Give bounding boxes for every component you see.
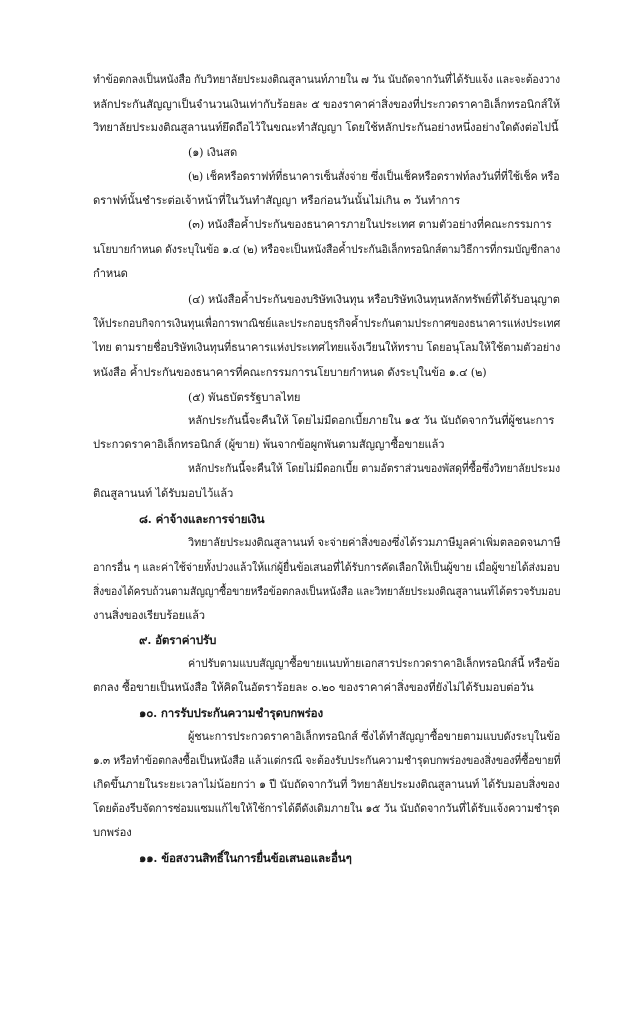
text-line: (๑) เงินสด: [188, 146, 238, 159]
text-line: (๒) เช็คหรือดราฟท์ที่ธนาคารเซ็นสั่งจ่าย ซึ่งเป็นเช็คหรือดราฟท์ลงวันที่ที่ใช้เช็ค หรือ: [188, 170, 560, 183]
text-line: ๑.๓ หรือทำข้อตกลงซื้อเป็นหนังสือ แล้วแต่กรณี จะต้องรับประกันความชำรุดบกพร่องของสิ่งของที่ซื้อขายที่: [93, 754, 561, 767]
text-line: อากรอื่น ๆ และค่าใช้จ่ายทั้งปวงแล้วให้แก่ผู้ยื่นข้อเสนอที่ได้รับการคัดเลือกให้เป็นผู้ขาย เมื่อผู้ขายได้ส่งมอบ: [93, 561, 560, 574]
text-line: (๕) พันธบัตรรัฐบาลไทย: [188, 391, 301, 404]
text-line: หลักประกันสัญญาเป็นจำนวนเงินเท่ากับร้อยละ ๕ ของราคาค่าสิ่งของที่ประกวดราคาอิเล็กทรอนิกส์ให้: [93, 98, 560, 111]
text-line: นโยบายกำหนด ดังระบุในข้อ ๑.๔ (๒) หรือจะเป็นหนังสือค้ำประกันอิเล็กทรอนิกส์ตามวิธีการที่กรมบัญชีกลาง: [93, 243, 561, 256]
text-line: หลักประกันนี้จะคืนให้ โดยไม่มีดอกเบี้ยภายใน ๑๕ วัน นับถัดจากวันที่ผู้ชนะการ: [188, 414, 555, 427]
text-line: ให้ประกอบกิจการเงินทุนเพื่อการพาณิชย์และประกอบธุรกิจค้ำประกันตามประกาศของธนาคารแห่งประเทศ: [93, 317, 561, 330]
text-line: ตกลง ซื้อขายเป็นหนังสือ ให้คิดในอัตราร้อยละ ๐.๒๐ ของราคาค่าสิ่งของที่ยังไม่ได้รับมอบต่อวัน: [93, 681, 534, 694]
text-line: ดราฟท์นั้นชำระต่อเจ้าหน้าที่ในวันทำสัญญา หรือก่อนวันนั้นไม่เกิน ๓ วันทำการ: [93, 194, 460, 207]
text-line: หลักประกันนี้จะคืนให้ โดยไม่มีดอกเบี้ย ตามอัตราส่วนของพัสดุที่ซื้อซึ่งวิทยาลัยประมง: [188, 462, 561, 475]
text-line: วิทยาลัยประมงติณสูลานนท์ จะจ่ายค่าสิ่งของซึ่งได้รวมภาษีมูลค่าเพิ่มตลอดจนภาษี: [188, 536, 561, 549]
section-heading: ๘. ค่าจ้างและการจ่ายเงิน: [139, 512, 265, 526]
text-line: (๓) หนังสือค้ำประกันของธนาคารภายในประเทศ ตามตัวอย่างที่คณะกรรมการ: [188, 218, 552, 231]
section-heading: ๙. อัตราค่าปรับ: [139, 633, 217, 647]
text-line: ไทย ตามรายชื่อบริษัทเงินทุนที่ธนาคารแห่งประเทศไทยแจ้งเวียนให้ทราบ โดยอนุโลมให้ใช้ตามตัวอย่าง: [93, 341, 561, 354]
text-line: ค่าปรับตามแบบสัญญาซื้อขายแนบท้ายเอกสารประกวดราคาอิเล็กทรอนิกส์นี้ หรือข้อ: [188, 657, 560, 670]
text-line: งานสิ่งของเรียบร้อยแล้ว: [93, 609, 205, 622]
text-line: โดยต้องรีบจัดการซ่อมแซมแก้ไขให้ใช้การได้ดีดังเดิมภายใน ๑๕ วัน นับถัดจากวันที่ได้รับแจ้งความชำรุด: [93, 802, 560, 815]
text-line: สิ่งของได้ครบถ้วนตามสัญญาซื้อขายหรือข้อตกลงเป็นหนังสือ และวิทยาลัยประมงติณสูลานนท์ได้ตรวจรับมอบ: [93, 585, 561, 598]
section-heading: ๑๐. การรับประกันความชำรุดบกพร่อง: [139, 706, 323, 720]
text-line: ติณสูลานนท์ ได้รับมอบไว้แล้ว: [93, 487, 234, 500]
text-line: ผู้ชนะการประกวดราคาอิเล็กทรอนิกส์ ซึ่งได้ทำสัญญาซื้อขายตามแบบดังระบุในข้อ: [188, 730, 561, 743]
text-line: ประกวดราคาอิเล็กทรอนิกส์ (ผู้ขาย) พ้นจากข้อผูกพันตามสัญญาซื้อขายแล้ว: [93, 438, 445, 451]
text-line: บกพร่อง: [93, 826, 132, 839]
text-line: (๔) หนังสือค้ำประกันของบริษัทเงินทุน หรือบริษัทเงินทุนหลักทรัพย์ที่ได้รับอนุญาต: [188, 293, 560, 306]
text-line: กำหนด: [93, 267, 128, 280]
text-line: เกิดขึ้นภายในระยะเวลาไม่น้อยกว่า ๑ ปี นับถัดจากวันที่ วิทยาลัยประมงติณสูลานนท์ ได้รับมอบสิ่งของ: [93, 778, 560, 791]
section-heading: ๑๑. ข้อสงวนสิทธิ์ในการยื่นข้อเสนอและอื่นๆ: [139, 851, 352, 865]
text-line: ทำข้อตกลงเป็นหนังสือ กับวิทยาลัยประมงติณสูลานนท์ภายใน ๗ วัน นับถัดจากวันที่ได้รับแจ้ง และจะต้องวาง: [93, 73, 560, 86]
text-line: วิทยาลัยประมงติณสูลานนท์ยึดถือไว้ในขณะทำสัญญา โดยใช้หลักประกันอย่างหนึ่งอย่างใดดังต่อไปนี้: [93, 121, 559, 134]
text-line: หนังสือ ค้ำประกันของธนาคารที่คณะกรรมการนโยบายกำหนด ดังระบุในข้อ ๑.๔ (๒): [93, 366, 487, 379]
